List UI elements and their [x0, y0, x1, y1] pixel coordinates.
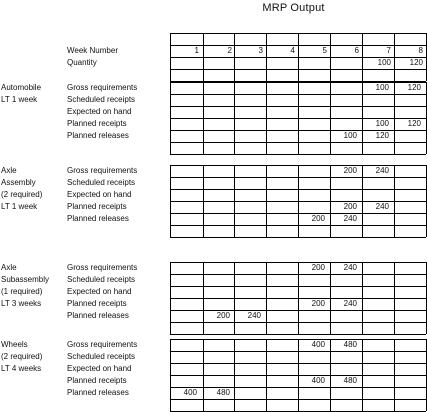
item-grid-line: [298, 82, 299, 154]
header-grid-line: [170, 33, 171, 81]
row-label: Expected on hand: [67, 364, 132, 373]
item-grid-line: [170, 82, 171, 154]
week-number-cell: 8: [418, 46, 423, 55]
header-grid-line: [362, 33, 363, 81]
item-grid-line: [234, 262, 235, 334]
week-number-cell: 1: [194, 46, 199, 55]
item-grid-line: [234, 339, 235, 411]
value-cell: 200: [216, 311, 230, 320]
value-cell: 240: [343, 214, 357, 223]
value-cell: 400: [311, 340, 325, 349]
row-label: Planned releases: [67, 131, 129, 140]
row-label: Planned receipts: [67, 119, 127, 128]
value-cell: 200: [311, 299, 325, 308]
row-label: Gross requirements: [67, 166, 138, 175]
row-label: Planned releases: [67, 311, 129, 320]
value-cell: 240: [343, 299, 357, 308]
row-label: Gross requirements: [67, 340, 138, 349]
value-cell: 200: [343, 166, 357, 175]
row-label: Gross requirements: [67, 263, 138, 272]
row-label: Expected on hand: [67, 190, 132, 199]
item-grid-line: [394, 339, 395, 411]
item-grid-line: [266, 339, 267, 411]
row-label: Expected on hand: [67, 287, 132, 296]
item-grid-line: [266, 165, 267, 237]
quantity-label: Quantity: [67, 58, 97, 67]
row-label: Scheduled receipts: [67, 95, 136, 104]
item-grid-line: [203, 339, 204, 411]
header-grid-line: [266, 33, 267, 81]
item-grid-line: [266, 82, 267, 154]
item-grid-line: [234, 165, 235, 237]
item-grid-line: [394, 165, 395, 237]
week-number-cell: 2: [227, 46, 232, 55]
item-grid-line: [362, 262, 363, 334]
value-cell: 400: [183, 388, 197, 397]
row-label: Scheduled receipts: [67, 352, 136, 361]
item-grid-line: [330, 82, 331, 154]
item-grid-line: [298, 165, 299, 237]
item-grid-line: [203, 82, 204, 154]
header-grid-line: [330, 33, 331, 81]
row-label: Gross requirements: [67, 83, 138, 92]
item-name-line: Wheels: [1, 340, 28, 349]
item-name-line: Assembly: [1, 178, 36, 187]
row-label: Planned receipts: [67, 299, 127, 308]
header-grid-line: [298, 33, 299, 81]
value-cell: 480: [343, 340, 357, 349]
value-cell: 240: [343, 263, 357, 272]
item-grid-line: [362, 339, 363, 411]
value-cell: 100: [375, 83, 389, 92]
item-name-line: LT 1 week: [1, 202, 38, 211]
value-cell: 240: [247, 311, 261, 320]
item-name-line: LT 1 week: [1, 95, 38, 104]
week-number-cell: 4: [290, 46, 295, 55]
item-grid-line: [170, 165, 171, 237]
item-name-line: LT 4 weeks: [1, 364, 42, 373]
value-cell: 400: [311, 376, 325, 385]
value-cell: 200: [343, 202, 357, 211]
row-label: Expected on hand: [67, 107, 132, 116]
item-grid-line: [234, 82, 235, 154]
item-grid-line: [266, 262, 267, 334]
item-name-line: Automobile: [1, 83, 42, 92]
item-grid-line: [170, 262, 171, 334]
quantity-cell: 120: [409, 58, 423, 67]
item-name-line: Subassembly: [1, 275, 50, 284]
item-name-line: Axle: [1, 166, 17, 175]
item-grid-line: [394, 262, 395, 334]
item-grid-line: [203, 262, 204, 334]
value-cell: 200: [311, 263, 325, 272]
row-label: Planned receipts: [67, 202, 127, 211]
week-number-cell: 7: [386, 46, 391, 55]
value-cell: 480: [216, 388, 230, 397]
item-grid-line: [170, 154, 426, 155]
header-grid-line: [203, 33, 204, 81]
week-number-cell: 5: [322, 46, 327, 55]
item-name-line: LT 3 weeks: [1, 299, 42, 308]
item-name-line: (2 required): [1, 352, 43, 361]
quantity-cell: 100: [377, 58, 391, 67]
week-number-cell: 3: [258, 46, 263, 55]
item-name-line: (1 required): [1, 287, 43, 296]
item-grid-line: [170, 339, 171, 411]
page-title: MRP Output: [262, 2, 325, 14]
week-number-label: Week Number: [67, 46, 118, 55]
value-cell: 200: [311, 214, 325, 223]
row-label: Scheduled receipts: [67, 275, 136, 284]
row-label: Scheduled receipts: [67, 178, 136, 187]
value-cell: 120: [375, 131, 389, 140]
header-grid-line: [394, 33, 395, 81]
value-cell: 240: [375, 166, 389, 175]
row-label: Planned releases: [67, 214, 129, 223]
row-label: Planned releases: [67, 388, 129, 397]
value-cell: 120: [407, 83, 421, 92]
header-grid-line: [234, 33, 235, 81]
value-cell: 240: [375, 202, 389, 211]
week-number-cell: 6: [354, 46, 359, 55]
value-cell: 480: [343, 376, 357, 385]
row-label: Planned receipts: [67, 376, 127, 385]
item-name-line: Axle: [1, 263, 17, 272]
item-grid-line: [170, 334, 426, 335]
value-cell: 100: [375, 119, 389, 128]
item-grid-line: [203, 165, 204, 237]
value-cell: 120: [407, 119, 421, 128]
item-name-line: (2 required): [1, 190, 43, 199]
value-cell: 100: [343, 131, 357, 140]
item-grid-line: [170, 237, 426, 238]
